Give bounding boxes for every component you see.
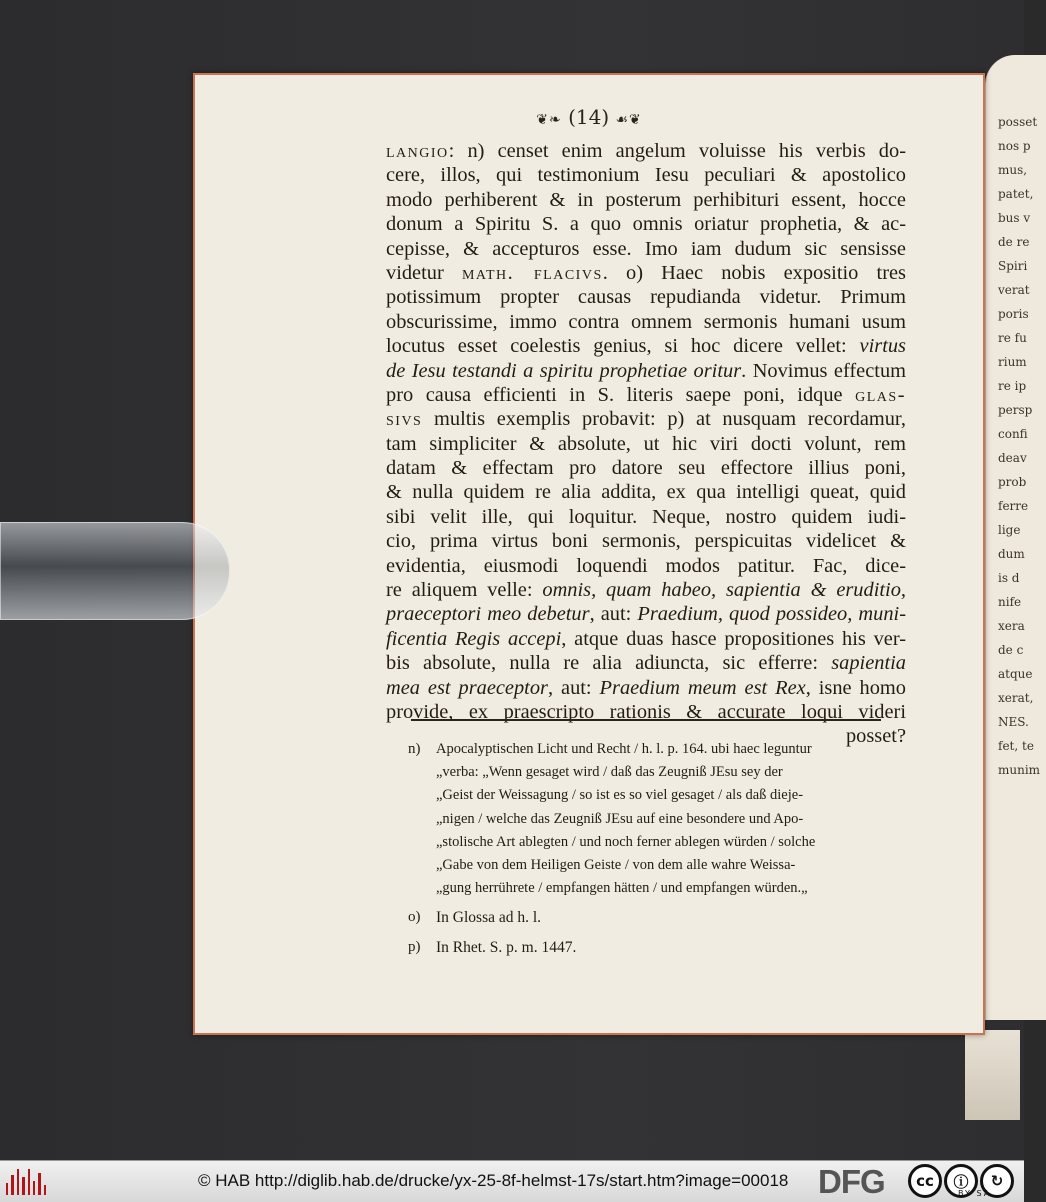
next-page-fragment: munim xyxy=(998,763,1041,777)
next-page-fragment: nos p xyxy=(998,139,1031,153)
text-line: cio, prima virtus boni sermonis, perspicuitas videlicet & xyxy=(386,530,906,553)
next-page-fragment: re ip xyxy=(998,379,1027,393)
text-line: bis absolute, nulla re alia adiuncta, sic efferre: sapientia xyxy=(386,652,906,675)
page-number: (14) xyxy=(568,105,610,129)
next-page-fragment: atque xyxy=(998,667,1033,681)
text-line: & nulla quidem re alia addita, ex qua intelligi queat, quid xyxy=(386,481,906,504)
footnote-text xyxy=(436,936,908,959)
text-line: cere, illos, qui testimonium Iesu peculiari & apostolico xyxy=(386,164,906,187)
next-page-fragment: mus, xyxy=(998,163,1028,177)
footnote-rule xyxy=(411,719,881,721)
hab-logo-icon xyxy=(6,1167,46,1195)
plastic-page-clip xyxy=(0,522,230,620)
next-page-fragment: posset xyxy=(998,115,1038,129)
cc-license-labels: BY SA xyxy=(958,1189,992,1198)
footnote-marker: n) xyxy=(408,741,421,757)
footnotes xyxy=(408,738,908,959)
dfg-logo[interactable]: DFG xyxy=(818,1163,885,1200)
text-line: tam simpliciter & absolute, ut hic viri docti volunt, rem xyxy=(386,432,906,455)
text-line: potissimum propter causas repudianda videtur. Primum xyxy=(386,286,906,309)
next-page-fragment: de re xyxy=(998,235,1030,249)
text-line: locutus esset coelestis genius, si hoc dicere vellet: virtus xyxy=(386,335,906,358)
main-text xyxy=(386,139,906,749)
footnote-line: In Rhet. S. p. m. 1447. xyxy=(436,938,577,956)
footnote xyxy=(408,936,908,959)
text-line: sivs multis exemplis probavit: p) at nusquam recordamur, xyxy=(386,408,906,431)
next-page-fragment: dum xyxy=(998,547,1025,561)
footnote-line: In Glossa ad h. l. xyxy=(436,909,542,927)
footnote-text xyxy=(436,738,908,900)
text-line: langio: n) censet enim angelum voluisse his verbis do- xyxy=(386,140,906,162)
footnote-marker: o) xyxy=(408,909,421,926)
footnote xyxy=(408,738,908,900)
text-line: provide, ex praescripto rationis & accurate loqui videri xyxy=(386,700,906,723)
text-line: videtur math. flacivs. o) Haec nobis expositio tres xyxy=(386,261,906,284)
left-ornament-icon: ❦❧ xyxy=(536,112,562,128)
next-page-edge xyxy=(985,55,1046,1020)
next-page-fragment: ferre xyxy=(998,499,1029,513)
cc-icon: cc xyxy=(908,1164,942,1198)
next-page-fragment: deav xyxy=(998,451,1027,465)
text-line: donum a Spiritu S. a quo omnis oriatur prophetia, & ac- xyxy=(386,213,906,236)
footnote-line: „verba: „Wenn gesaget wird / daß das Zeugniß JEsu sey der xyxy=(436,764,783,781)
text-line: cepisse, & accepturos esse. Imo iam dudum sic sensisse xyxy=(386,237,906,260)
next-page-fragment: patet, xyxy=(998,187,1034,201)
viewer-footer xyxy=(0,1160,1024,1202)
book-binding xyxy=(965,1030,1020,1120)
footnote-text xyxy=(436,906,908,929)
book-page xyxy=(193,73,985,1035)
next-page-fragment: NES. xyxy=(998,715,1029,729)
next-page-fragment: is d xyxy=(998,571,1020,585)
footnote-line: „Geist der Weissagung / so ist es so viel gesaget / als daß dieje- xyxy=(436,787,804,804)
next-page-fragment: lige xyxy=(998,523,1021,537)
next-page-fragment: bus v xyxy=(998,211,1031,225)
next-page-fragment: xerat, xyxy=(998,691,1034,705)
next-page-fragment: nife xyxy=(998,595,1022,609)
footnote-line: „Gabe von dem Heiligen Geiste / von dem alle wahre Weissa- xyxy=(436,857,796,874)
text-line: obscurissime, immo contra omnem sermonis humani usum xyxy=(386,310,906,333)
next-page-fragment: Spiri xyxy=(998,259,1028,273)
next-page-fragment: prob xyxy=(998,475,1027,489)
footnote-line: „gung herrührete / empfangen hätten / und empfangen würden.„ xyxy=(436,880,808,897)
text-line: datam & effectam pro datore seu effectore illius poni, xyxy=(386,457,906,480)
next-page-fragment: rium xyxy=(998,355,1027,369)
text-line: praeceptori meo debetur, aut: Praedium, quod possideo, muni- xyxy=(386,603,906,626)
text-line: evidentia, eiusmodi loquendi modos patitur. Fac, dice- xyxy=(386,554,906,577)
text-line: de Iesu testandi a spiritu prophetiae oritur. Novimus effectum xyxy=(386,359,907,382)
next-page-fragment: re fu xyxy=(998,331,1027,345)
next-page-fragment: confi xyxy=(998,427,1028,441)
next-page-fragment: de c xyxy=(998,643,1024,657)
page-header xyxy=(195,105,983,129)
cc-by-icon: ⓘ xyxy=(944,1164,978,1198)
right-ornament-icon: ☙❦ xyxy=(615,112,642,128)
footnote-marker: p) xyxy=(408,938,421,955)
text-line: sibi velit ille, qui loquitur. Neque, nostro quidem iudi- xyxy=(386,505,906,528)
next-page-fragment: persp xyxy=(998,403,1033,417)
text-line: re aliquem velle: omnis, quam habeo, sapientia & eruditio, xyxy=(386,579,906,602)
cc-sa-icon: ↻ xyxy=(980,1164,1014,1198)
next-page-fragment: fet, te xyxy=(998,739,1034,753)
next-page-fragment: verat xyxy=(998,283,1030,297)
text-line: posset? xyxy=(845,725,906,748)
text-line: ficentia Regis accepi, atque duas hasce propositiones his ver- xyxy=(386,627,906,650)
next-page-fragment: poris xyxy=(998,307,1029,321)
text-line: modo perhiberent & in posterum perhibituri essent, hocce xyxy=(386,188,906,211)
footnote xyxy=(408,906,908,929)
footnote-line: Apocalyptischen Licht und Recht / h. l. p. 164. ubi haec leguntur xyxy=(436,741,812,757)
footnote-line: „nigen / welche das Zeugniß JEsu auf eine besondere und Apo- xyxy=(436,810,804,827)
text-line: mea est praeceptor, aut: Praedium meum est Rex, isne homo xyxy=(386,676,906,699)
footnote-line: „stolische Art ablegten / und noch ferner ablegen würden / solche xyxy=(436,833,816,850)
text-line: pro causa efficienti in S. literis saepe poni, idque glas- xyxy=(386,383,906,406)
copyright-link[interactable]: © HAB http://diglib.hab.de/drucke/yx-25-8f-helmst-17s/start.htm?image=00018 xyxy=(198,1171,789,1190)
next-page-fragment: xera xyxy=(998,619,1025,633)
